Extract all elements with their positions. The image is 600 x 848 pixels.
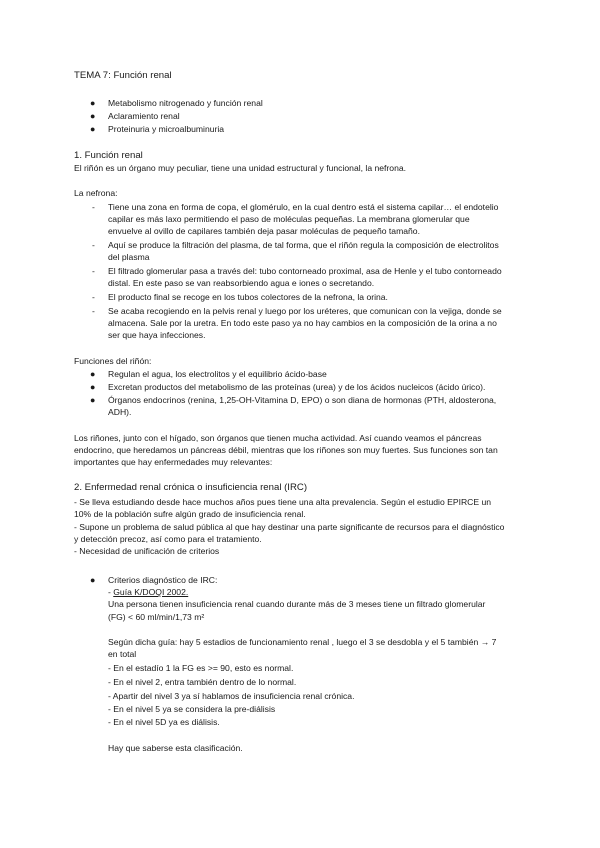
closing-note: Hay que saberse esta clasificación. xyxy=(108,743,243,753)
bullet-icon: ● xyxy=(90,395,96,405)
list-line: Regulan el agua, los electrolitos y el equilibrio ácido-base xyxy=(108,369,327,379)
section-heading: 1. Función renal xyxy=(74,150,143,161)
list-line: envuelve al ovillo de capilares también deja pasar moléculas de pequeño tamaño. xyxy=(108,226,420,236)
index-item: Metabolismo nitrogenado y función renal xyxy=(108,98,263,108)
list-line: distal. En este paso se van reabsorbiendo agua e iones o secretando. xyxy=(108,278,375,288)
list-line: Órganos endocrinos (renina, 1,25-OH-Vitamina D, EPO) o son diana de hormonas (PTH, aldosterona, xyxy=(108,395,497,405)
index-item: Aclaramiento renal xyxy=(108,111,180,121)
document-title: TEMA 7: Función renal xyxy=(74,70,172,81)
list-line: Aquí se produce la filtración del plasma, de tal forma, que el riñón regula la composición de electrolitos xyxy=(108,240,499,250)
index-item: Proteinuria y microalbuminuria xyxy=(108,124,225,134)
dash-marker: - xyxy=(92,240,95,250)
bullet-icon: ● xyxy=(90,382,96,392)
stage-line: - En el nivel 2, entra también dentro de lo normal. xyxy=(108,677,297,687)
paragraph-line: Según dicha guía: hay 5 estadios de funcionamiento renal , luego el 3 se desdobla y el 5 también → 7 xyxy=(108,637,497,647)
paragraph-line: en total xyxy=(108,649,137,659)
bullet-icon: ● xyxy=(90,124,96,134)
stage-line: - Apartir del nivel 3 ya sí hablamos de insuficiencia renal crónica. xyxy=(108,691,355,701)
paragraph-line: (FG) < 60 ml/min/1,73 m² xyxy=(108,612,205,622)
paragraph-line: y detección precoz, así como para el tratamiento. xyxy=(74,534,262,544)
section-heading: 2. Enfermedad renal crónica o insuficiencia renal (IRC) xyxy=(74,482,308,493)
list-line: Se acaba recogiendo en la pelvis renal y luego por los uréteres, que comunican con la vejiga, donde se xyxy=(108,306,502,316)
subsection-label: Funciones del riñón: xyxy=(74,356,152,366)
stage-line: - En el nivel 5 ya se considera la pre-diálisis xyxy=(108,704,276,714)
paragraph-line: 10% de la población sufre algún grado de insuficiencia renal. xyxy=(74,509,306,519)
paragraph-line: - Necesidad de unificación de criterios xyxy=(74,546,220,556)
criteria-label: Criterios diagnóstico de IRC: xyxy=(108,575,218,585)
list-line: capilar es más laxo permitiendo el paso de moléculas pequeñas. La membrana glomerular que xyxy=(108,214,470,224)
dash-marker: - xyxy=(92,202,95,212)
bullet-icon: ● xyxy=(90,98,96,108)
list-line: Excretan productos del metabolismo de las proteínas (urea) y de los ácidos nucleicos (ácido úrico). xyxy=(108,382,486,392)
bullet-icon: ● xyxy=(90,111,96,121)
subsection-label: La nefrona: xyxy=(74,188,118,198)
list-line: El filtrado glomerular pasa a través del: tubo contorneado proximal, asa de Henle y el tubo contorneado xyxy=(108,266,502,276)
paragraph-line: Una persona tienen insuficiencia renal cuando durante más de 3 meses tiene un filtrado glomerular xyxy=(108,599,486,609)
paragraph-line: El riñón es un órgano muy peculiar, tiene una unidad estructural y funcional, la nefrona. xyxy=(74,163,407,173)
guide-reference: - Guía K/DOQI 2002. xyxy=(108,587,189,597)
stage-line: - En el estadío 1 la FG es >= 90, esto es normal. xyxy=(108,663,294,673)
paragraph-line: importantes que hay enfermedades muy relevantes: xyxy=(74,457,273,467)
paragraph-line: endocrino, que heredamos un páncreas débil, mientras que los riñones son muy fuertes. Sus funciones son tan xyxy=(74,445,498,455)
paragraph-line: Los riñones, junto con el hígado, son órganos que tienen mucha actividad. Así cuando veamos el páncreas xyxy=(74,433,482,443)
list-line: Tiene una zona en forma de copa, el glomérulo, en la cual dentro está el sistema capilar… el endotelio xyxy=(108,202,499,212)
bullet-icon: ● xyxy=(90,575,96,585)
dash-marker: - xyxy=(92,266,95,276)
list-line: ADH). xyxy=(108,407,132,417)
list-line: El producto final se recoge en los tubos colectores de la nefrona, la orina. xyxy=(108,292,388,302)
stage-line: - En el nivel 5D ya es diálisis. xyxy=(108,717,220,727)
bullet-icon: ● xyxy=(90,369,96,379)
list-line: del plasma xyxy=(108,252,150,262)
list-line: almacena. Sale por la uretra. En todo este paso ya no hay cambios en la composición de la orina a no xyxy=(108,318,497,328)
guide-link-text: Guía K/DOQI 2002. xyxy=(113,587,189,597)
list-line: ser que haya infecciones. xyxy=(108,330,206,340)
dash-marker: - xyxy=(92,292,95,302)
paragraph-line: - Se lleva estudiando desde hace muchos años pues tiene una alta prevalencia. Según el estudio EPIRCE un xyxy=(74,497,492,507)
paragraph-line: - Supone un problema de salud pública al que hay destinar una parte significante de recursos para el diagnóstico xyxy=(74,522,505,532)
dash-marker: - xyxy=(92,306,95,316)
